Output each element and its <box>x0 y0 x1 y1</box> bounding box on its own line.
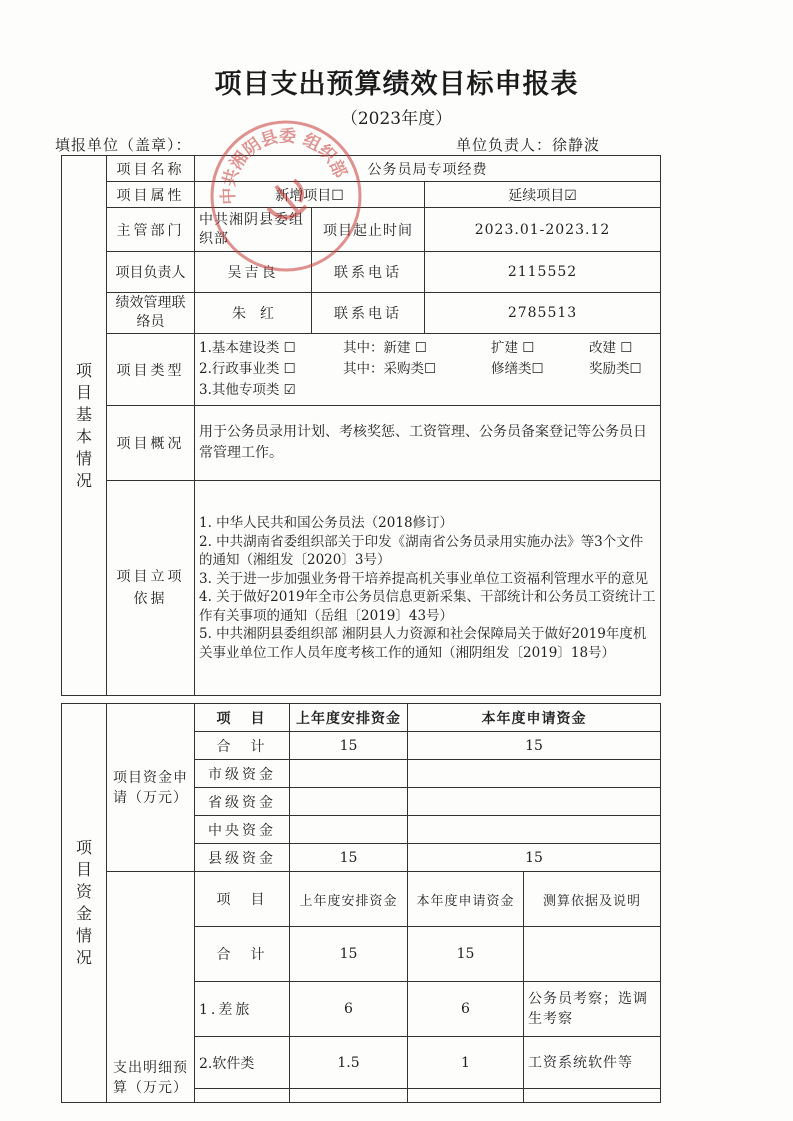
detail-row-note: 工资系统软件等 <box>524 1037 661 1089</box>
apply-row-last <box>290 760 408 788</box>
basis-list <box>195 481 661 696</box>
apply-row-this: 15 <box>408 732 661 760</box>
reporting-unit-label: 填报单位（盖章）： <box>55 136 192 154</box>
apply-row-name: 中央资金 <box>195 816 290 844</box>
detail-row-empty <box>195 1089 290 1103</box>
seal-text: 中共湘阴县委 组织部 <box>218 126 351 205</box>
fund-table <box>61 703 661 1103</box>
apply-head-last: 上年度安排资金 <box>290 704 408 732</box>
project-name-value: 公务员局专项经费 <box>195 156 661 182</box>
project-attr-new: 新增项目☐ <box>195 182 425 208</box>
apply-head-this: 本年度申请资金 <box>408 704 661 732</box>
type-infra: 1.基本建设类 ☐ <box>199 340 296 356</box>
basis-label: 项目立项依据 <box>107 481 195 696</box>
apply-row-name: 市级资金 <box>195 760 290 788</box>
detail-row-this: 15 <box>408 927 524 982</box>
period-label: 项目起止时间 <box>312 208 425 252</box>
page-subtitle-year: （2023年度） <box>340 109 453 129</box>
detail-row-this: 6 <box>408 982 524 1037</box>
manager-phone-label: 联系电话 <box>312 252 425 293</box>
apply-row-last <box>290 816 408 844</box>
basis-item: 4. 关于做好2019年全市公务员信息更新采集、干部统计和公务员工资统计工作有关事项的通知（岳组〔2019〕43号） <box>199 589 656 624</box>
detail-row-empty <box>290 1089 408 1103</box>
overview-value: 用于公务员录用计划、考核奖惩、工资管理、公务员备案登记等公务员日常管理工作。 <box>195 406 661 481</box>
apply-row-this <box>408 788 661 816</box>
detail-head-note: 测算依据及说明 <box>524 872 661 927</box>
detail-row-name: 合 计 <box>195 927 290 982</box>
detail-row-last: 1.5 <box>290 1037 408 1089</box>
basis-item: 3. 关于进一步加强业务骨干培养提高机关事业单位工资福利管理水平的意见 <box>199 570 649 587</box>
project-attr-label: 项目属性 <box>107 182 195 208</box>
detail-row-name: 1.差旅 <box>195 982 290 1037</box>
type-admin: 2.行政事业类 ☐ <box>199 361 296 377</box>
project-type-options <box>195 334 661 406</box>
unit-head-label: 单位负责人：徐静波 <box>456 136 601 154</box>
detail-head-this: 本年度申请资金 <box>408 872 524 927</box>
dept-value: 中共湘阴县委组织部 <box>195 208 312 252</box>
manager-label: 项目负责人 <box>107 252 195 293</box>
apply-row-name: 省级资金 <box>195 788 290 816</box>
detail-row-name: 2.软件类 <box>195 1037 290 1089</box>
overview-label: 项目概况 <box>107 406 195 481</box>
type-infra-new: 其中：新建 ☐ <box>343 340 427 356</box>
detail-row-empty <box>524 1089 661 1103</box>
detail-row-last: 15 <box>290 927 408 982</box>
type-infra-expand: 扩建 ☐ <box>491 340 535 356</box>
perf-phone-label: 联系电话 <box>312 293 425 334</box>
dept-label: 主管部门 <box>107 208 195 252</box>
perf-contact-label: 绩效管理联络员 <box>107 293 195 334</box>
apply-row-this: 15 <box>408 844 661 872</box>
basic-section-label: 项目基本情况 <box>62 156 107 696</box>
fund-apply-label: 项目资金申请（万元） <box>107 704 195 872</box>
page-title: 项目支出预算绩效目标申报表 <box>214 69 579 100</box>
fund-section-label: 项目资金情况 <box>62 704 107 1103</box>
detail-row-note: 公务员考察；选调生考察 <box>524 982 661 1037</box>
type-admin-purchase: 其中：采购类☐ <box>343 361 437 377</box>
project-name-label: 项目名称 <box>107 156 195 182</box>
detail-head-last: 上年度安排资金 <box>290 872 408 927</box>
apply-row-name: 县级资金 <box>195 844 290 872</box>
project-attr-continuing: 延续项目☑ <box>425 182 661 208</box>
basis-item: 5. 中共湘阴县委组织部 湘阴县人力资源和社会保障局关于做好2019年度机关事业单位工作人员年度考核工作的通知（湘阴组发〔2019〕18号） <box>199 626 647 661</box>
detail-row-empty <box>408 1089 524 1103</box>
apply-row-name: 合 计 <box>195 732 290 760</box>
type-admin-reward: 奖励类☐ <box>589 361 642 377</box>
detail-head-item: 项 目 <box>195 872 290 927</box>
type-other-special: 3.其他专项类 ☑ <box>199 382 296 398</box>
apply-row-last: 15 <box>290 732 408 760</box>
type-infra-rebuild: 改建 ☐ <box>589 340 633 356</box>
apply-row-last: 15 <box>290 844 408 872</box>
basis-item: 2. 中共湖南省委组织部关于印发《湖南省公务员录用实施办法》等3个文件的通知（湘组发〔2020〕3号） <box>199 533 644 568</box>
apply-row-this <box>408 816 661 844</box>
period-value: 2023.01-2023.12 <box>425 208 661 252</box>
perf-contact-value: 朱 红 <box>195 293 312 334</box>
manager-value: 吴吉良 <box>195 252 312 293</box>
perf-phone-value: 2785513 <box>425 293 661 334</box>
manager-phone-value: 2115552 <box>425 252 661 293</box>
type-admin-repair: 修缮类☐ <box>491 361 544 377</box>
apply-row-last <box>290 788 408 816</box>
fund-detail-label: 支出明细预算（万元） <box>107 872 195 1103</box>
basis-item: 1. 中华人民共和国公务员法（2018修订） <box>199 515 454 531</box>
detail-row-this: 1 <box>408 1037 524 1089</box>
project-type-label: 项目类型 <box>107 334 195 406</box>
detail-row-last: 6 <box>290 982 408 1037</box>
basic-info-table <box>61 155 661 696</box>
detail-row-note <box>524 927 661 982</box>
apply-head-item: 项 目 <box>195 704 290 732</box>
apply-row-this <box>408 760 661 788</box>
